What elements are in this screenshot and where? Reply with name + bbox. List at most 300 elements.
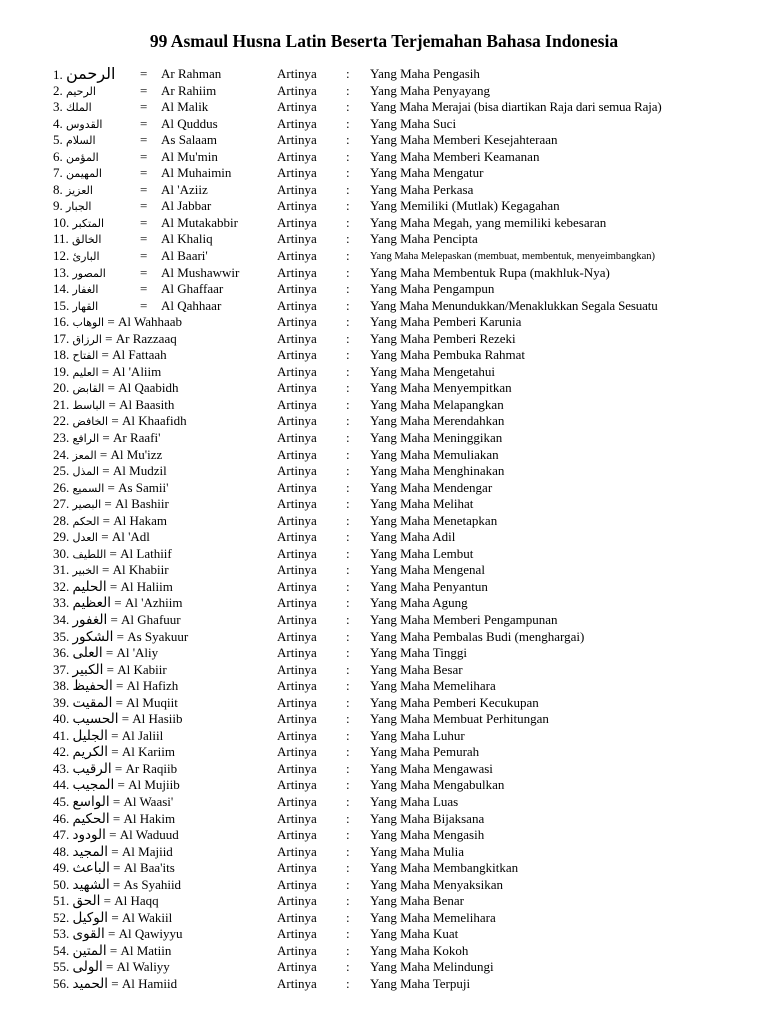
equals-sign: = — [112, 811, 121, 826]
meaning-text: Yang Maha Pembuka Rahmat — [370, 347, 526, 362]
meaning-text: Yang Maha Pembalas Budi (menghargai) — [370, 629, 585, 644]
entry-number: 19. — [53, 364, 70, 379]
latin-name: Al Hakim — [123, 811, 176, 826]
latin-name: Al Haqq — [114, 893, 159, 908]
latin-name: Al 'Adl — [111, 529, 150, 544]
colon-separator: : — [346, 513, 350, 528]
arabic-name: الملك — [66, 101, 92, 114]
latin-name: Al Jaliil — [121, 728, 164, 743]
artinya-label: Artinya — [277, 380, 317, 395]
artinya-label: Artinya — [277, 877, 317, 892]
equals-sign: = — [111, 744, 119, 759]
equals-sign: = — [140, 248, 148, 263]
entry-number-arabic — [53, 695, 178, 711]
entry-number: 14. — [53, 281, 70, 296]
colon-separator: : — [346, 959, 350, 974]
meaning-text: Yang Maha Mendengar — [370, 480, 493, 495]
entry-number-arabic — [53, 860, 175, 876]
meaning-text: Yang Maha Penyantun — [370, 579, 488, 594]
meaning-text: Yang Maha Besar — [370, 662, 463, 677]
arabic-name: العظيم — [72, 595, 112, 611]
entry-number: 25. — [53, 463, 70, 478]
colon-separator: : — [346, 99, 350, 114]
entry-number-arabic — [53, 182, 93, 198]
arabic-name: الحكم — [72, 515, 100, 528]
entry-number: 46. — [53, 811, 70, 826]
latin-name: Al Fattaah — [112, 347, 167, 362]
meaning-text: Yang Maha Pemberi Rezeki — [370, 331, 516, 346]
colon-separator: : — [346, 347, 350, 362]
latin-name: Al Mutakabbir — [161, 215, 238, 230]
equals-sign: = — [140, 132, 148, 147]
colon-separator: : — [346, 827, 350, 842]
latin-name: Al 'Aziiz — [161, 182, 208, 197]
colon-separator: : — [346, 926, 350, 941]
entry-number: 50. — [53, 877, 70, 892]
entry-number: 5. — [53, 132, 63, 147]
meaning-text: Yang Maha Mulia — [370, 844, 465, 859]
entry-number-arabic — [53, 265, 106, 281]
arabic-name: العزيز — [66, 184, 93, 197]
meaning-text: Yang Maha Perkasa — [370, 182, 474, 197]
equals-sign: = — [140, 182, 148, 197]
arabic-name: المعز — [72, 449, 97, 462]
colon-separator: : — [346, 463, 350, 478]
meaning-text: Yang Maha Benar — [370, 893, 464, 908]
latin-name: Ar Raqiib — [125, 761, 178, 776]
equals-sign: = — [140, 66, 148, 81]
entry-number-arabic — [53, 910, 172, 926]
arabic-name: العلى — [72, 645, 103, 661]
meaning-text: Yang Maha Kokoh — [370, 943, 469, 958]
artinya-label: Artinya — [277, 711, 317, 726]
equals-sign: = — [140, 116, 148, 131]
entry-number-arabic — [53, 513, 167, 529]
colon-separator: : — [346, 331, 350, 346]
equals-sign: = — [108, 397, 116, 412]
entry-number-arabic — [53, 83, 96, 99]
artinya-label: Artinya — [277, 811, 317, 826]
meaning-text: Yang Maha Melindungi — [370, 959, 494, 974]
colon-separator: : — [346, 943, 350, 958]
equals-sign: = — [103, 893, 111, 908]
colon-separator: : — [346, 629, 350, 644]
colon-separator: : — [346, 695, 350, 710]
equals-sign: = — [140, 231, 148, 246]
colon-separator: : — [346, 364, 350, 379]
entry-number-arabic — [53, 66, 115, 82]
artinya-label: Artinya — [277, 165, 317, 180]
latin-name: Al Kariim — [121, 744, 175, 759]
colon-separator: : — [346, 496, 350, 511]
entry-number: 44. — [53, 777, 70, 792]
entry-number-arabic — [53, 959, 170, 975]
entry-number: 49. — [53, 860, 70, 875]
artinya-label: Artinya — [277, 844, 317, 859]
entry-number-arabic — [53, 430, 160, 446]
equals-sign: = — [121, 711, 130, 726]
entry-number: 29. — [53, 529, 70, 544]
latin-name: Al Hafizh — [126, 678, 179, 693]
arabic-name: البصير — [72, 498, 102, 511]
meaning-text: Yang Maha Memberi Kesejahteraan — [370, 132, 558, 147]
arabic-name: المجيب — [72, 777, 115, 793]
entry-number-arabic — [53, 529, 150, 545]
meaning-text: Yang Maha Memberi Pengampunan — [370, 612, 558, 627]
arabic-name: اللطيف — [72, 548, 107, 561]
colon-separator: : — [346, 860, 350, 875]
entry-number-arabic — [53, 331, 177, 347]
entry-number-arabic — [53, 926, 183, 942]
entry-number-arabic — [53, 678, 178, 694]
equals-sign: = — [113, 877, 121, 892]
artinya-label: Artinya — [277, 662, 317, 677]
entry-number-arabic — [53, 976, 177, 992]
artinya-label: Artinya — [277, 827, 317, 842]
arabic-name: القدوس — [66, 118, 103, 131]
entry-number: 22. — [53, 413, 70, 428]
entry-number: 35. — [53, 629, 70, 644]
entry-number: 31. — [53, 562, 70, 577]
colon-separator: : — [346, 248, 350, 263]
artinya-label: Artinya — [277, 413, 317, 428]
entry-number-arabic — [53, 364, 161, 380]
entry-number: 45. — [53, 794, 70, 809]
artinya-label: Artinya — [277, 777, 317, 792]
equals-sign: = — [105, 645, 114, 660]
equals-sign: = — [140, 265, 148, 280]
entry-number-arabic — [53, 99, 92, 115]
arabic-name: الوهاب — [72, 316, 105, 329]
arabic-name: العليم — [72, 366, 99, 379]
arabic-name: الرحيم — [66, 85, 96, 98]
artinya-label: Artinya — [277, 66, 317, 81]
equals-sign: = — [140, 215, 148, 230]
latin-name: Al Baasith — [119, 397, 175, 412]
meaning-text: Yang Maha Luhur — [370, 728, 465, 743]
meaning-text: Yang Maha Merendahkan — [370, 413, 505, 428]
entry-number-arabic — [53, 546, 172, 562]
entry-number-arabic — [53, 943, 171, 959]
latin-name: As Syahiid — [123, 877, 182, 892]
arabic-name: الودود — [72, 827, 106, 843]
equals-sign: = — [140, 99, 148, 114]
artinya-label: Artinya — [277, 463, 317, 478]
meaning-text: Yang Maha Lembut — [370, 546, 474, 561]
entry-number: 26. — [53, 480, 70, 495]
entry-number-arabic — [53, 413, 187, 429]
latin-name: Al Qaabidh — [118, 380, 179, 395]
meaning-text: Yang Maha Luas — [370, 794, 459, 809]
latin-name: Al Malik — [161, 99, 209, 114]
latin-name: Al 'Aliim — [112, 364, 162, 379]
entry-number: 55. — [53, 959, 70, 974]
arabic-name: الفتاح — [72, 349, 99, 362]
entry-number: 12. — [53, 248, 70, 263]
arabic-name: الوكيل — [72, 910, 109, 926]
entry-number-arabic — [53, 744, 175, 760]
arabic-name: الباسط — [72, 399, 106, 412]
equals-sign: = — [107, 380, 115, 395]
artinya-label: Artinya — [277, 612, 317, 627]
equals-sign: = — [114, 761, 123, 776]
artinya-label: Artinya — [277, 314, 317, 329]
entry-number: 52. — [53, 910, 70, 925]
entry-number: 3. — [53, 99, 63, 114]
arabic-name: البارئ — [72, 250, 100, 263]
latin-name: Al Qahhaar — [161, 298, 222, 313]
entry-number: 27. — [53, 496, 70, 511]
latin-name: Al Qawiyyu — [118, 926, 183, 941]
artinya-label: Artinya — [277, 943, 317, 958]
entry-number-arabic — [53, 877, 181, 893]
entry-number: 37. — [53, 662, 70, 677]
meaning-text: Yang Maha Pemberi Karunia — [370, 314, 522, 329]
meaning-text: Yang Maha Mengenal — [370, 562, 485, 577]
colon-separator: : — [346, 149, 350, 164]
equals-sign: = — [140, 298, 148, 313]
equals-sign: = — [111, 910, 119, 925]
colon-separator: : — [346, 811, 350, 826]
entry-number-arabic — [53, 794, 173, 810]
artinya-label: Artinya — [277, 926, 317, 941]
equals-sign: = — [113, 860, 121, 875]
entry-number: 21. — [53, 397, 70, 412]
entry-number-arabic — [53, 248, 100, 264]
artinya-label: Artinya — [277, 959, 317, 974]
entry-number-arabic — [53, 447, 162, 463]
arabic-name: العدل — [72, 531, 98, 544]
entry-number: 54. — [53, 943, 70, 958]
meaning-text: Yang Maha Memberi Keamanan — [370, 149, 540, 164]
entry-number-arabic — [53, 132, 96, 148]
latin-name: Al Waliyy — [116, 959, 170, 974]
entry-number: 1. — [53, 67, 63, 82]
entry-number: 47. — [53, 827, 70, 842]
entry-number-arabic — [53, 231, 101, 247]
latin-name: Al Baari' — [161, 248, 208, 263]
entry-number: 24. — [53, 447, 70, 462]
arabic-name: القهار — [72, 300, 99, 313]
arabic-name: الباعث — [72, 860, 110, 876]
entry-number: 43. — [53, 761, 70, 776]
entry-number: 56. — [53, 976, 70, 991]
meaning-text: Yang Maha Tinggi — [370, 645, 467, 660]
colon-separator: : — [346, 794, 350, 809]
colon-separator: : — [346, 844, 350, 859]
meaning-text: Yang Maha Membuat Perhitungan — [370, 711, 549, 726]
arabic-name: الواسع — [72, 794, 110, 810]
latin-name: Al Baa'its — [123, 860, 175, 875]
arabic-name: الشهيد — [72, 877, 110, 893]
artinya-label: Artinya — [277, 546, 317, 561]
artinya-label: Artinya — [277, 645, 317, 660]
entry-number: 13. — [53, 265, 70, 280]
artinya-label: Artinya — [277, 198, 317, 213]
artinya-label: Artinya — [277, 579, 317, 594]
colon-separator: : — [346, 116, 350, 131]
entry-number-arabic — [53, 198, 92, 214]
entry-number-arabic — [53, 281, 98, 297]
artinya-label: Artinya — [277, 397, 317, 412]
meaning-text: Yang Maha Menyempitkan — [370, 380, 512, 395]
equals-sign: = — [104, 496, 112, 511]
entry-number-arabic — [53, 480, 168, 496]
meaning-text: Yang Maha Mengatur — [370, 165, 484, 180]
latin-name: Al Ghaffaar — [161, 281, 224, 296]
entry-number-arabic — [53, 496, 169, 512]
meaning-text: Yang Maha Memuliakan — [370, 447, 499, 462]
entry-number: 4. — [53, 116, 63, 131]
colon-separator: : — [346, 265, 350, 280]
meaning-text: Yang Maha Kuat — [370, 926, 459, 941]
latin-name: Al Matiin — [120, 943, 172, 958]
artinya-label: Artinya — [277, 149, 317, 164]
meaning-text: Yang Maha Memelihara — [370, 678, 496, 693]
artinya-label: Artinya — [277, 513, 317, 528]
entry-number: 28. — [53, 513, 70, 528]
artinya-label: Artinya — [277, 132, 317, 147]
equals-sign: = — [107, 480, 115, 495]
latin-name: Al Majiid — [121, 844, 173, 859]
artinya-label: Artinya — [277, 182, 317, 197]
entry-number: 38. — [53, 678, 70, 693]
arabic-name: الرافع — [72, 432, 100, 445]
entry-number-arabic — [53, 165, 102, 181]
colon-separator: : — [346, 198, 350, 213]
arabic-name: الخبير — [72, 564, 99, 577]
latin-name: Al Hakam — [113, 513, 168, 528]
artinya-label: Artinya — [277, 678, 317, 693]
meaning-text: Yang Maha Pemberi Kecukupan — [370, 695, 539, 710]
equals-sign: = — [102, 463, 110, 478]
colon-separator: : — [346, 761, 350, 776]
equals-sign: = — [111, 976, 119, 991]
equals-sign: = — [102, 430, 110, 445]
equals-sign: = — [111, 728, 119, 743]
document-title: 99 Asmaul Husna Latin Beserta Terjemahan Bahasa Indonesia — [149, 31, 619, 51]
arabic-name: القوى — [72, 926, 105, 942]
equals-sign: = — [109, 827, 117, 842]
entry-number-arabic — [53, 595, 182, 611]
entry-number: 48. — [53, 844, 70, 859]
entry-number: 33. — [53, 595, 70, 610]
entry-number-arabic — [53, 844, 173, 860]
arabic-name: السميع — [72, 482, 105, 495]
colon-separator: : — [346, 132, 350, 147]
equals-sign: = — [105, 959, 114, 974]
meaning-text: Yang Maha Penyayang — [370, 83, 490, 98]
colon-separator: : — [346, 447, 350, 462]
equals-sign: = — [110, 612, 118, 627]
entry-number-arabic — [53, 463, 167, 479]
meaning-text: Yang Maha Bijaksana — [370, 811, 485, 826]
entry-number-arabic — [53, 811, 175, 827]
entry-number: 15. — [53, 298, 70, 313]
latin-name: Al Hasiib — [132, 711, 183, 726]
artinya-label: Artinya — [277, 281, 317, 296]
colon-separator: : — [346, 612, 350, 627]
arabic-name: الحكيم — [72, 811, 110, 827]
latin-name: Ar Rahman — [161, 66, 222, 81]
entry-number-arabic — [53, 579, 173, 595]
meaning-text: Yang Maha Pencipta — [370, 231, 478, 246]
meaning-text: Yang Maha Menghinakan — [370, 463, 505, 478]
colon-separator: : — [346, 397, 350, 412]
latin-name: As Samii' — [118, 480, 169, 495]
entry-number: 10. — [53, 215, 70, 230]
latin-name: Ar Rahiim — [161, 83, 217, 98]
arabic-name: المذل — [72, 465, 100, 478]
colon-separator: : — [346, 678, 350, 693]
meaning-text: Yang Maha Agung — [370, 595, 468, 610]
artinya-label: Artinya — [277, 447, 317, 462]
artinya-label: Artinya — [277, 331, 317, 346]
entry-number: 8. — [53, 182, 63, 197]
latin-name: Al Khaliq — [161, 231, 213, 246]
equals-sign: = — [111, 413, 119, 428]
artinya-label: Artinya — [277, 529, 317, 544]
entry-number: 53. — [53, 926, 70, 941]
arabic-name: القابض — [72, 382, 105, 395]
artinya-label: Artinya — [277, 248, 317, 263]
entry-number: 2. — [53, 83, 63, 98]
latin-name: Al Mushawwir — [161, 265, 240, 280]
equals-sign: = — [140, 83, 148, 98]
meaning-text: Yang Maha Melihat — [370, 496, 474, 511]
latin-name: Al Khaafidh — [121, 413, 187, 428]
latin-name: Al Muhaimin — [161, 165, 232, 180]
artinya-label: Artinya — [277, 298, 317, 313]
equals-sign: = — [102, 513, 110, 528]
colon-separator: : — [346, 976, 350, 991]
colon-separator: : — [346, 298, 350, 313]
entry-number-arabic — [53, 215, 104, 231]
meaning-text: Yang Maha Meninggikan — [370, 430, 503, 445]
latin-name: Al 'Aliy — [116, 645, 159, 660]
artinya-label: Artinya — [277, 83, 317, 98]
entry-number-arabic — [53, 149, 99, 165]
colon-separator: : — [346, 910, 350, 925]
artinya-label: Artinya — [277, 496, 317, 511]
latin-name: Al Mujiib — [128, 777, 180, 792]
arabic-name: الحفيظ — [72, 678, 113, 694]
entry-number-arabic — [53, 827, 179, 843]
arabic-name: المقيت — [72, 695, 113, 711]
equals-sign: = — [115, 695, 123, 710]
colon-separator: : — [346, 231, 350, 246]
entry-number: 23. — [53, 430, 70, 445]
entry-number: 30. — [53, 546, 70, 561]
arabic-name: المؤمن — [66, 151, 99, 164]
equals-sign: = — [109, 579, 118, 594]
latin-name: Al 'Azhiim — [124, 595, 183, 610]
arabic-name: السلام — [66, 134, 96, 147]
entry-number-arabic — [53, 777, 180, 793]
artinya-label: Artinya — [277, 976, 317, 991]
arabic-name: الخافض — [72, 415, 109, 428]
artinya-label: Artinya — [277, 116, 317, 131]
entry-number: 11. — [53, 231, 69, 246]
arabic-name: الحق — [72, 893, 101, 909]
colon-separator: : — [346, 430, 350, 445]
artinya-label: Artinya — [277, 595, 317, 610]
colon-separator: : — [346, 546, 350, 561]
meaning-text: Yang Maha Merajai (bisa diartikan Raja dari semua Raja) — [370, 99, 662, 114]
entry-number: 20. — [53, 380, 70, 395]
artinya-label: Artinya — [277, 860, 317, 875]
entry-number: 9. — [53, 198, 63, 213]
